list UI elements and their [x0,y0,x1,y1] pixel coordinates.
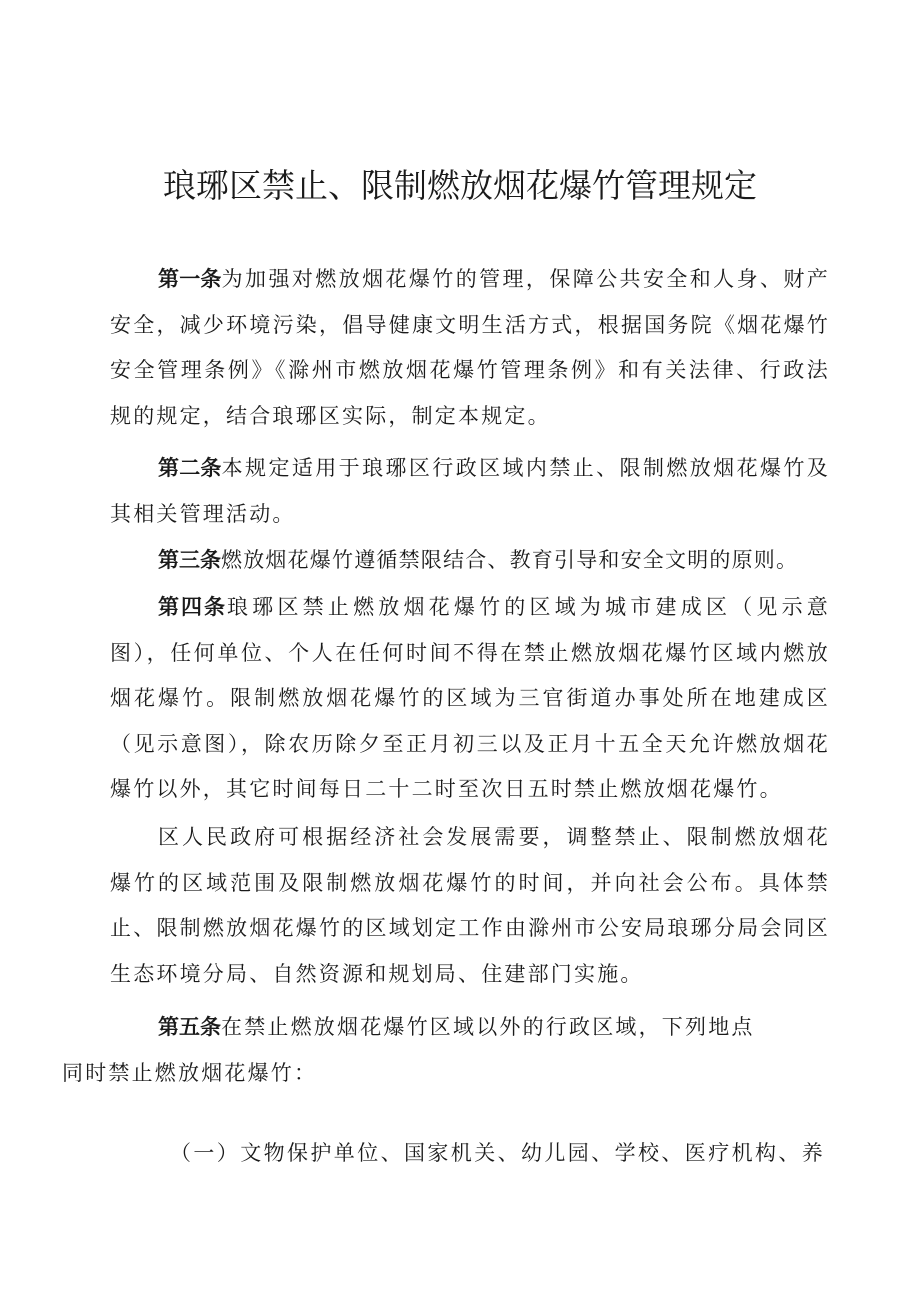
article-1-text: 为加强对燃放烟花爆竹的管理，保障公共安全和人身、财产安全，减少环境污染，倡导健康文明生活方式，根据国务院《烟花爆竹安全管理条例》《滁州市燃放烟花爆竹管理条例》和有关法律、行政法规的规定，结合琅琊区实际，制定本规定。 [110,267,830,428]
article-4-continuation-paragraph [110,815,830,997]
article-3-text: 燃放烟花爆竹遵循禁限结合、教育引导和安全文明的原则。 [221,548,799,572]
article-5-text-line2: 同时禁止燃放烟花爆竹： [62,1060,318,1085]
article-2-text: 本规定适用于琅琊区行政区域内禁止、限制燃放烟花爆竹及其相关管理活动。 [110,456,830,526]
article-5-text: 在禁止燃放烟花爆竹区域以外的行政区域，下列地点 [221,1015,755,1039]
article-5-paragraph [62,1005,830,1096]
article-3-paragraph [110,538,840,584]
article-2-paragraph [110,446,830,537]
article-5-heading: 第五条 [158,1015,221,1039]
article-2-heading: 第二条 [158,456,222,480]
article-4-text: 琅琊区禁止燃放烟花爆竹的区域为城市建成区（见示意图），任何单位、个人在任何时间不得在禁止燃放烟花爆竹区域内燃放烟花爆竹。限制燃放烟花爆竹的区域为三官街道办事处所在地建成区（见示意图），除农历除夕至正月初三以及正月十五全天允许燃放烟花爆竹以外，其它时间每日二十二时至次日五时禁止燃放烟花爆竹。 [110,595,830,801]
article-1-paragraph [110,257,830,439]
article-4-heading: 第四条 [158,595,228,619]
document-title: 琅琊区禁止、限制燃放烟花爆竹管理规定 [163,166,757,205]
article-4-continuation-text: 区人民政府可根据经济社会发展需要，调整禁止、限制燃放烟花爆竹的区域范围及限制燃放烟花爆竹的时间，并向社会公布。具体禁止、限制燃放烟花爆竹的区域划定工作由滁州市公安局琅琊分局会同区生态环境分局、自然资源和规划局、住建部门实施。 [110,825,830,986]
article-3-heading: 第三条 [158,548,221,572]
article-5-item-1-paragraph [110,1131,830,1177]
article-5-item-1-text: （一）文物保护单位、国家机关、幼儿园、学校、医疗机构、养 [170,1141,826,1165]
article-4-paragraph [110,585,830,813]
article-1-heading: 第一条 [158,267,222,291]
